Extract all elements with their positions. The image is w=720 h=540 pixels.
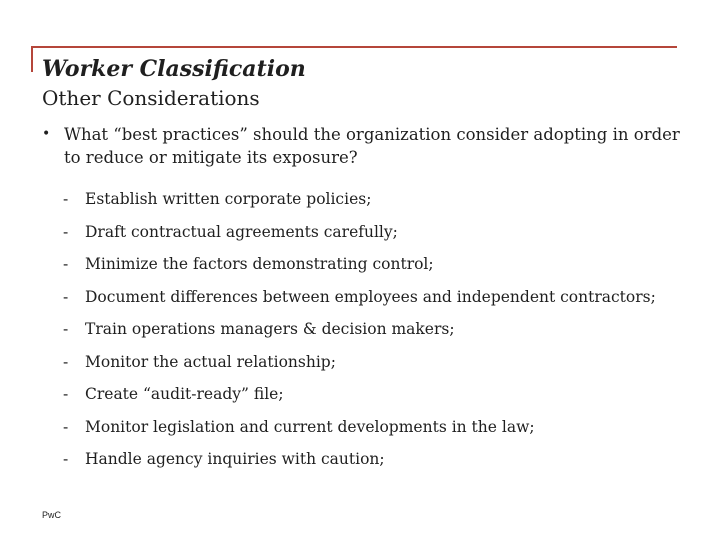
main-bullet-text: What “best practices” should the organization consider adopting in order to reduce or mitigate its exposure? [64, 125, 680, 167]
sub-bullet-text: Establish written corporate policies; [85, 190, 372, 208]
dash-marker: - [63, 352, 69, 371]
sub-bullet [63, 415, 703, 448]
sub-bullet-text: Minimize the factors demonstrating control; [85, 255, 434, 273]
footer-logo-text: PwC [42, 510, 62, 520]
sub-bullet-list [63, 187, 703, 480]
sub-bullet [63, 382, 703, 415]
sub-bullet-text: Train operations managers & decision makers; [85, 320, 455, 338]
sub-bullet-text: Draft contractual agreements carefully; [85, 222, 398, 241]
dash-marker: - [63, 417, 69, 436]
sub-bullet-text: Document differences between employees and independent contractors; [85, 287, 656, 306]
slide-title: Worker Classification [42, 56, 306, 82]
sub-bullet-text: Create “audit-ready” file; [85, 385, 284, 403]
dash-marker: - [63, 385, 69, 403]
sub-bullet [63, 350, 703, 383]
dash-marker: - [63, 190, 69, 208]
slide-subtitle: Other Considerations [42, 86, 260, 110]
main-bullet [42, 123, 682, 169]
dash-marker: - [63, 287, 69, 306]
dash-marker: - [63, 255, 69, 273]
sub-bullet [63, 285, 703, 318]
sub-bullet [63, 220, 703, 253]
sub-bullet-text: Handle agency inquiries with caution; [85, 450, 385, 468]
bullet-marker: • [42, 126, 51, 142]
sub-bullet [63, 317, 703, 350]
dash-marker: - [63, 320, 69, 338]
sub-bullet [63, 447, 703, 480]
sub-bullet-text: Monitor legislation and current developments in the law; [85, 417, 535, 436]
sub-bullet [63, 252, 703, 285]
dash-marker: - [63, 450, 69, 468]
dash-marker: - [63, 222, 69, 241]
sub-bullet [63, 187, 703, 220]
sub-bullet-text: Monitor the actual relationship; [85, 352, 336, 371]
